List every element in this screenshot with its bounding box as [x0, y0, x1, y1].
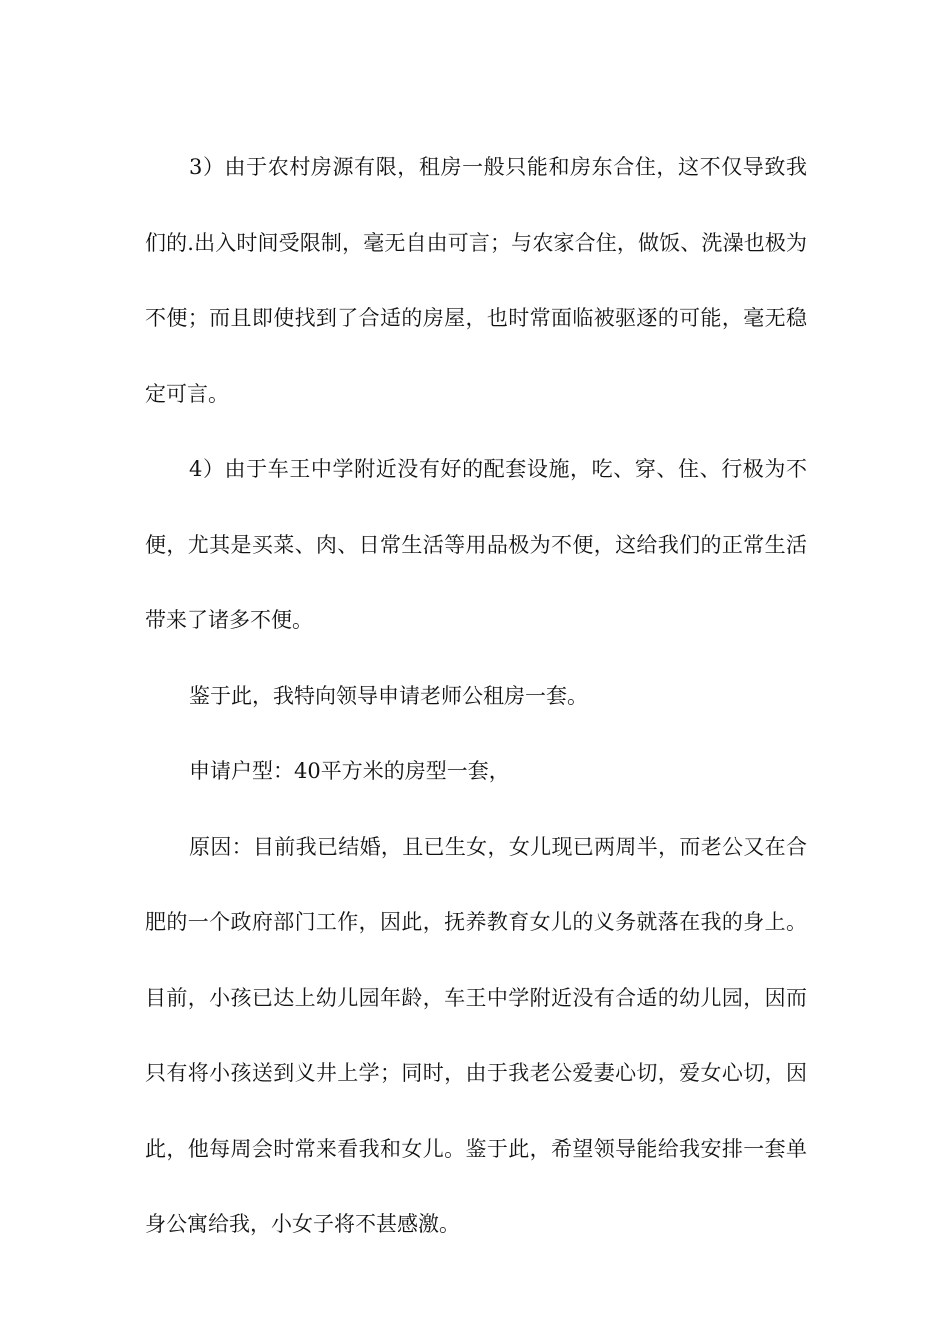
paragraph-apartment-type: 申请户型：40平方米的房型一套，: [189, 759, 510, 783]
paragraph-application-request: 鉴于此，我特向领导申请老师公租房一套。: [189, 683, 588, 708]
document-body: [145, 130, 807, 1263]
paragraph-facilities: 4）由于车王中学附近没有好的配套设施，吃、穿、住、行极为不便，尤其是买菜、肉、日常生活等用品极为不便，这给我们的正常生活带来了诸多不便。: [145, 457, 807, 632]
paragraph-reason: 原因：目前我已结婚，且已生女，女儿现已两周半，而老公又在合肥的一个政府部门工作，因此，抚养教育女儿的义务就落在我的身上。目前，小孩已达上幼儿园年龄，车王中学附近没有合适的幼儿园，因而只有将小孩送到义井上学；同时，由于我老公爱妻心切，爱女心切，因此，他每周会时常来看我和女儿。鉴于此，希望领导能给我安排一套单身公寓给我，小女子将不甚感激。: [145, 834, 807, 1236]
paragraph-rental-sharing: 3）由于农村房源有限，租房一般只能和房东合住，这不仅导致我们的.出入时间受限制，毫无自由可言；与农家合住，做饭、洗澡也极为不便；而且即使找到了合适的房屋，也时常面临被驱逐的可能，毫无稳定可言。: [145, 155, 807, 406]
